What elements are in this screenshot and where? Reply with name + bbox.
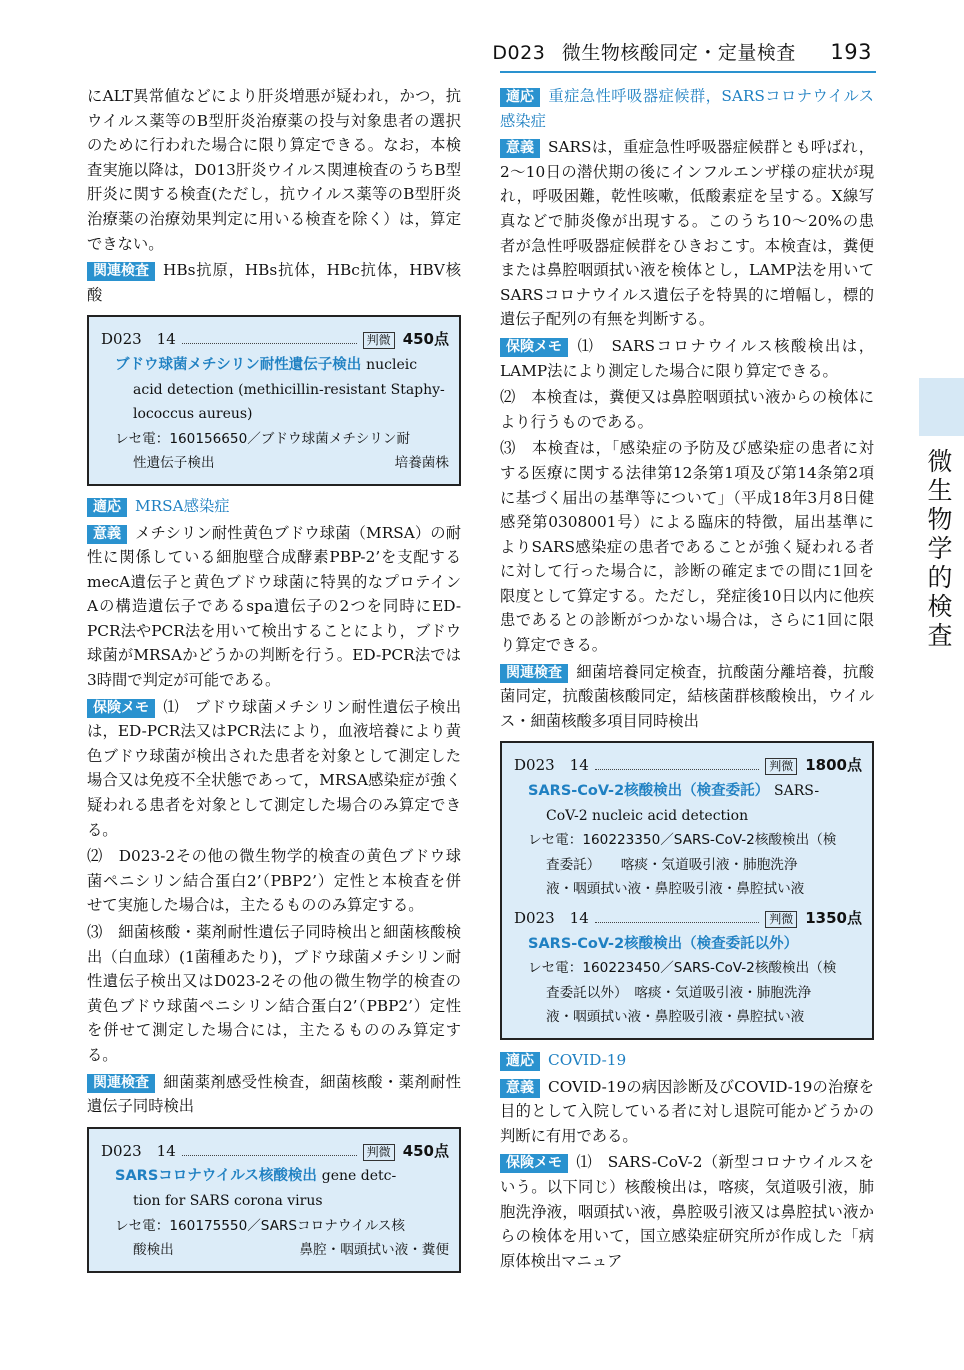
memo-item-1: ⑴ SARSコロナウイルス核酸検出は，LAMP法により測定した場合に限り算定できる。 [500,336,874,380]
test-name-en: gene detc- [321,1168,397,1185]
specimen: 培養菌株 [394,455,449,472]
leader-dots [182,343,357,344]
hantei-badge: 判微 [765,911,797,928]
box-points: 1800点 [805,756,862,775]
box-points: 450点 [402,330,449,349]
leader-dots [595,769,759,770]
memo-item-1: ⑴ ブドウ球菌メチシリン耐性遺伝子検出は，ED-PCR法又はPCR法により，血液培養により黄色ブドウ球菌が検出された患者を対象として測定した場合又は免疫不全状態であって，MRSA感染症が強く疑われる患者を対象として測定した場合のみ算定できる。 [87,697,461,839]
rese-code-2 [101,1238,449,1263]
rese-code-2 [514,981,862,1006]
rese-text-2: 査委託以外） [546,984,621,1001]
specimen: 鼻腔・咽頭拭い液・糞便 [299,1242,449,1259]
left-column [87,84,461,1281]
rese-text-2: 性遺伝子検出 [133,455,215,472]
test-box-covid [500,741,874,1040]
box-header [101,327,449,352]
rese-code: レセ電：160175550／SARSコロナウイルス核 [115,1217,405,1234]
side-label: 微生物学的検査 [924,448,953,651]
meaning-tag: 意義 [500,1079,540,1098]
side-tab [919,378,964,436]
box-code: D023 14 [514,909,589,927]
meaning-text: メチシリン耐性黄色ブドウ球菌（MRSA）の耐性に関係している細胞壁合成酵素PBP-2’を支配するmecA遺伝子と黄色ブドウ球菌に特異的なプロテインAの構造遺伝子であるspa遺伝子の2つを同時にED-PCR法やPCR法を用いて検出することにより，ブドウ球菌がMRSAかどうかの判断を行う。ED-PCR法では3時間で判定が可能である。 [87,523,461,690]
rese-text-2: 酸検出 [133,1242,174,1259]
box-points: 450点 [402,1141,449,1160]
specimen-2: 液・咽頭拭い液・鼻腔吸引液・鼻腔拭い液 [546,1009,805,1026]
indication-section-2 [500,1048,874,1073]
box-header-a [514,753,862,778]
header-title: 微生物核酸同定・定量検査 [561,42,796,64]
memo-section [500,334,874,383]
related-section-2 [87,1070,461,1119]
related-tag: 関連検査 [87,262,155,281]
rese-code: レセ電：160223350／SARS-CoV-2核酸検出（検 [528,832,837,849]
indication-tag: 適応 [500,88,540,107]
indication-text: 重症急性呼吸器症候群，SARSコロナウイルス感染症 [500,87,874,130]
test-name-en-2: tion for SARS corona virus [133,1192,323,1209]
memo-item-3: ⑶ 細菌核酸・薬剤耐性遺伝子同時検出と細菌核酸検出（白血球）(1菌種あたり)，ブドウ球菌メチシリン耐性遺伝子検出又はD023-2その他の微生物学的検査の黄色ブドウ球菌ペニシリン結合蛋白2’（PBP2’）定性を併せて測定した場合には，主たるもののみ算定する。 [87,923,461,1064]
indication-section [500,84,874,133]
meaning-section-2 [500,1075,874,1149]
rese-code: レセ電：160223450／SARS-CoV-2核酸検出（検 [528,960,837,977]
related-text: HBs抗原，HBs抗体，HBc抗体，HBV核酸 [87,261,461,304]
box-code: D023 14 [101,330,176,349]
test-name: ブドウ球菌メチシリン耐性遺伝子検出 [115,356,362,373]
memo-item-1: ⑴ SARS-CoV-2（新型コロナウイルスをいう。以下同じ）核酸検出は，喀痰，気道吸引液，肺胞洗浄液，咽頭拭い液，鼻腔吸引液又は鼻腔拭い液からの検体を用いて，国立感染症研究所が作成した「病原体検出マニュア [500,1153,874,1270]
memo-section [87,695,461,843]
box-header-b [514,906,862,931]
related-text-2: 細菌薬剤感受性検査，細菌核酸・薬剤耐性遺伝子同時検出 [87,1072,461,1116]
meaning-text: SARSは，重症急性呼吸器症候群とも呼ばれ，2～10日の潜伏期の後にインフルエンザ様の症状が現れ，呼吸困難，乾性咳嗽，低酸素症を呈する。X線写真などで肺炎像が出現する。このうち10～20%の患者が急性呼吸器症候群をひきおこす。本検査は，糞便または鼻腔咽頭拭い液を検体とし，LAMP法を用いてSARSコロナウイルス遺伝子を特異的に増幅し，標的遺伝子配列の有無を判断する。 [500,138,874,329]
test-name: SARS-CoV-2核酸検出（検査委託） [528,783,770,800]
leader-dots [595,922,759,923]
indication-section [87,494,461,519]
rese-code: レセ電：160156650／ブドウ球菌メチシリン耐 [115,430,411,447]
test-box-mrsa [87,315,461,486]
test-name: SARS-CoV-2核酸検出（検査委託以外） [528,935,799,952]
related-text: 細菌培養同定検査，抗酸菌分離培養，抗酸菌同定，抗酸菌核酸同定，結核菌群核酸検出，ウイルス・細菌核酸多項目同時検出 [500,662,874,730]
memo-item-3: ⑶ 本検査は，「感染症の予防及び感染症の患者に対する医療に関する法律第12条第1項及び第14条第2項に基づく届出の基準等について」（平成18年3月8日健感発第0308001号）による臨床的特徴，届出基準によりSARS感染症の患者であることが強く疑われる者に対して行った場合に，診断の確定までの間に1回を限度として算定する。ただし，発症後10日以内に他疾患であるとの診断がつかない場合は，さらに1回に限り算定できる。 [500,439,874,655]
header-code: D023 [492,42,546,64]
rese-text-2: 査委託） [546,856,594,873]
related-tag-2: 関連検査 [87,1074,155,1093]
box-code: D023 14 [514,756,589,775]
meaning-tag: 意義 [500,139,540,158]
related-tag: 関連検査 [500,664,568,683]
specimen-1: 喀痰・気道吸引液・肺胞洗浄 [634,984,812,1001]
specimen-2: 液・咽頭拭い液・鼻腔吸引液・鼻腔拭い液 [546,881,805,898]
memo-section-2 [500,1150,874,1273]
page-number: 193 [830,40,872,64]
test-name-en-2: CoV-2 nucleic acid detection [546,807,749,824]
test-name-en: nucleic [366,356,418,373]
indication-text: MRSA感染症 [135,496,230,515]
intro-paragraph: にALT異常値などにより肝炎増悪が疑われ，かつ，抗ウイルス薬等のB型肝炎治療薬の投与対象患者の選択のために行われた場合に限り算定できる。なお，本検査実施以降は，D013肝炎ウイルス関連検査のうちB型肝炎に関する検査(ただし，抗ウイルス薬等のB型肝炎治療薬の治療効果判定に用いる検査を除く）は，算定できない。 [87,87,461,253]
indication-text: COVID-19 [548,1050,627,1069]
hantei-badge: 判微 [363,332,395,349]
test-box-sars [87,1127,461,1273]
memo-tag: 保険メモ [500,338,568,357]
test-name-en: SARS- [774,783,820,800]
hantei-badge: 判微 [765,758,797,775]
rese-code-2 [101,451,449,476]
indication-tag: 適応 [87,498,127,517]
memo-item-2: ⑵ 本検査は，糞便又は鼻腔咽頭拭い液からの検体により行うものである。 [500,388,874,431]
meaning-tag: 意義 [87,525,127,544]
memo-tag: 保険メモ [500,1154,568,1173]
rese-code-2 [514,853,862,878]
memo-item-2: ⑵ D023-2その他の微生物学的検査の黄色ブドウ球菌ペニシリン結合蛋白2’（PBP2’）定性と本検査を併せて実施した場合は，主たるもののみ算定する。 [87,847,461,915]
box-header [101,1139,449,1164]
specimen-1: 喀痰・気道吸引液・肺胞洗浄 [620,856,798,873]
test-name-en-2: acid detection (methicillin-resistant Staphy- [133,381,445,398]
memo-tag: 保険メモ [87,699,155,718]
test-name-en-3: lococcus aureus) [133,406,253,423]
meaning-section [87,521,461,693]
box-code: D023 14 [101,1141,176,1160]
right-column [500,84,874,1275]
page-header [492,38,872,65]
indication-tag: 適応 [500,1052,540,1071]
header-rule [500,71,876,73]
meaning-section [500,135,874,332]
box-points: 1350点 [805,909,862,927]
hantei-badge: 判微 [363,1144,395,1161]
related-section [500,660,874,734]
test-name: SARSコロナウイルス核酸検出 [115,1168,317,1185]
meaning-text: COVID-19の病因診断及びCOVID-19の治療を目的として入院している者に対し退院可能かどうかの判断に有用である。 [500,1077,874,1145]
leader-dots [182,1155,357,1156]
related-section [87,258,461,307]
